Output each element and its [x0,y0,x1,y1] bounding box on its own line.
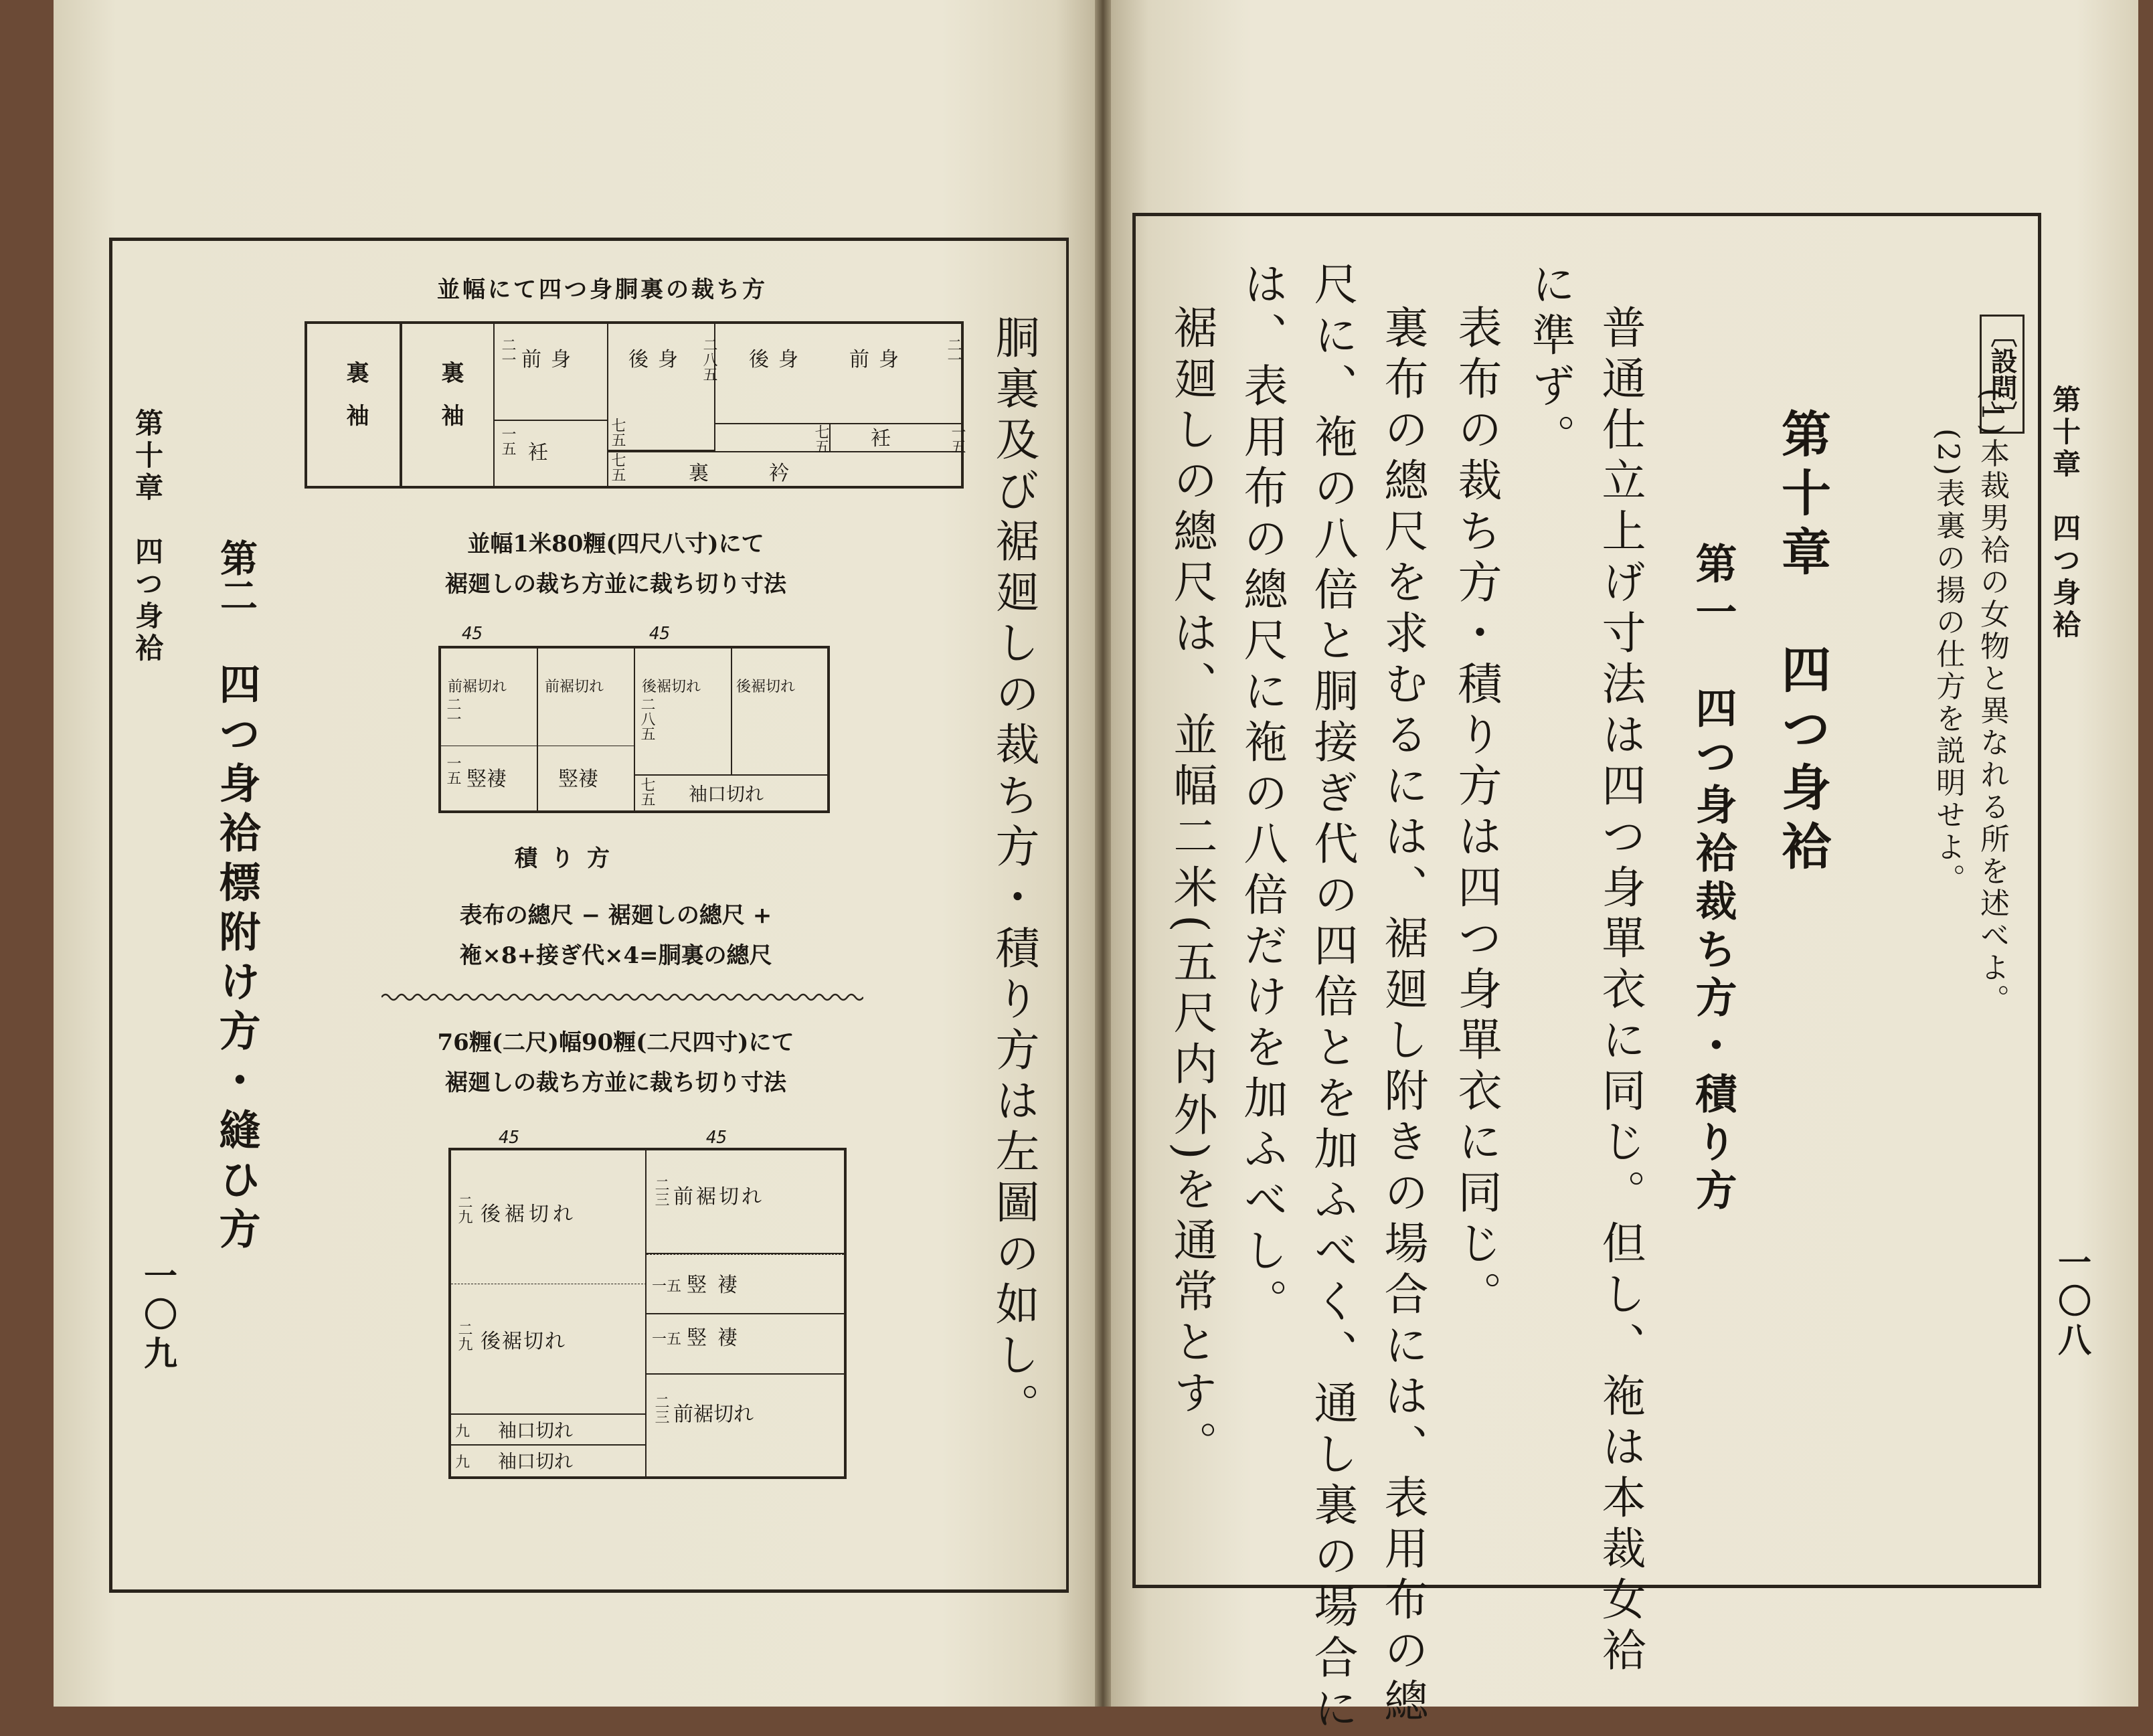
d3-cell-mae-suso-2 [647,1375,844,1476]
d3-cell-ushiro-suso-1 [451,1150,647,1284]
d2-label-tate-tsuma-1: 竪褄 [466,768,507,791]
d1-cell-okumi-1 [495,421,608,486]
d1-cell-ura-sode-2 [401,324,495,486]
d3-label-mae-suso-2: 前裾切れ [673,1403,754,1426]
d1-label-ushiro-mi-2: 後身 [749,348,808,371]
summary-title: 積り方 [515,845,623,872]
d1-label-ushiro-mi-1: 後身 [628,348,687,371]
diagram3 [448,1148,847,1479]
d1-cell-ura-eri [608,451,963,486]
d3-cell-tate-tsuma-2 [647,1314,844,1375]
d1-label-n15b: 一五 [949,424,966,454]
d3-dim-right: 45 [706,1128,727,1148]
body-line-6: は、表用布の總尺に袘の八倍だけを加ふべし。 [1236,261,1288,1329]
d1-label-ura-eri: 裏 衿 [689,462,796,485]
d1-cell-ushiro-mae [715,324,963,424]
d3-label-mae-suso-1: 前裾切れ [673,1185,764,1209]
d2-label-mae-suso-1: 前裾切れ [448,679,507,695]
summary-line-2: 袘×8+接ぎ代×4=胴裏の總尺 [459,942,772,969]
d2-label-n21: 二一 [444,697,461,726]
d1-label-ura-sode-2: 裏袖 [437,361,464,446]
d3-label-ushiro-suso-1: 後裾切れ [481,1203,577,1226]
right-running-head: 第十章 四つ身袷 [2049,385,2081,642]
section-label: 第二 [214,539,258,614]
d3-label-sodeguchi-1: 袖口切れ [498,1419,574,1442]
d3-cell-mae-suso-1 [647,1150,844,1254]
right-page-number: 一〇八 [2053,1245,2092,1361]
d3-cell-tate-tsuma-1 [647,1254,844,1314]
d2-label-n285: 二八五 [638,697,655,741]
d3-label-tate-tsuma-2: 竪褄 [687,1326,748,1350]
diagram2-caption-1: 並幅1米80糎(四尺八寸)にて [467,531,764,557]
d1-label-n21a: 二一 [499,337,516,367]
question-label: 〔設問〕 [1980,315,2025,434]
body-line-7: 裾廻しの總尺は、並幅二米(五尺内外)を通常とす。 [1166,305,1217,1472]
d2-dim-right: 45 [649,624,671,644]
body-line-1: 普通仕立上げ寸法は四つ身單衣に同じ。但し、袘は本裁女袷 [1594,305,1646,1678]
d3-dim-left: 45 [499,1128,520,1148]
diagram3-caption-1: 76糎(二尺)幅90糎(二尺四寸)にて [437,1029,794,1056]
d3-label-n9b: 九 [455,1454,470,1471]
body-line-3: 表布の裁ち方・積り方は四つ身單衣に同じ。 [1450,305,1502,1322]
body-line-2: に準ず。 [1524,261,1575,464]
d2-label-n75: 七五 [638,777,655,806]
d2-dim-left: 45 [462,624,483,644]
question-2: (2)表裏の揚の仕方を説明せよ。 [1931,428,1965,896]
d1-label-mae-mi-2: 前身 [849,348,908,371]
d3-label-sodeguchi-2: 袖口切れ [498,1450,574,1472]
d1-label-n75a: 七五 [609,418,626,447]
d1-label-n21b: 二一 [945,337,962,367]
d3-label-tate-tsuma-1: 竪褄 [687,1274,748,1297]
d2-cell-mae-suso-1 [441,648,538,810]
d3-label-n23a: 二三 [653,1177,669,1207]
section-title: 四つ身袷標附け方・縫ひ方 [212,663,261,1257]
diagram2-caption-2: 裾廻しの裁ち方並に裁ち切り寸法 [445,571,786,598]
d1-label-n285: 二八五 [701,337,717,381]
d2-label-ushiro-suso-1: 後裾切れ [642,679,701,695]
diagram3-caption-2: 裾廻しの裁ち方並に裁ち切り寸法 [445,1069,786,1096]
d1-label-ura-sode-1: 裏袖 [342,361,369,446]
d2-cell-mae-suso-2 [538,648,635,810]
d2-label-ushiro-suso-2: 後裾切れ [736,679,796,695]
right-section-title: 第一 四つ身袷裁ち方・積り方 [1689,542,1737,1217]
d1-cell-ushiro-mi-1 [608,324,715,451]
d1-cell-okumi-2 [829,424,966,454]
diagram2 [438,646,830,813]
wavy-divider [381,990,863,1004]
body-line-4: 裏布の總尺を求むるには、裾廻し附きの場合には、表用布の總 [1377,305,1428,1729]
d3-label-n29a: 二九 [456,1195,472,1224]
d1-label-n15a: 一五 [499,426,516,456]
d2-cell-ushiro-suso-2 [732,648,827,776]
d3-label-n29b: 二九 [456,1322,472,1351]
d1-label-okumi-2: 衽 [871,427,891,450]
summary-line-1: 表布の總尺 − 裾廻しの總尺 + [459,902,772,929]
question-1: (1)本裁男袷の女物と異なれる所を述べよ。 [1975,388,2009,1017]
d2-label-mae-suso-2: 前裾切れ [545,679,604,695]
d2-label-tate-tsuma-2: 竪褄 [558,768,598,791]
body-line-5: 尺に、袘の八倍と胴接ぎ代の四倍とを加ふべく、通し裏の場合に [1306,261,1358,1736]
d1-label-n75b: 七五 [609,452,626,482]
d3-label-ushiro-suso-2: 後裾切れ [481,1330,566,1353]
d1-label-n75c: 七五 [812,424,829,454]
d3-label-n9a: 九 [455,1423,470,1440]
diagram1 [305,321,964,489]
left-body-text: 胴裏及び裾廻しの裁ち方・積り方は左圖の如し。 [988,315,1039,1434]
d2-cell-sodeguchi [635,776,827,810]
d3-label-n23b: 二三 [653,1395,669,1424]
left-page-number: 一〇九 [139,1258,178,1375]
d1-cell-mae-mi-1 [495,324,608,421]
book-gutter [1095,0,1111,1707]
d3-label-n15a: 一五 [652,1278,682,1295]
d1-cell-ura-sode-1 [307,324,401,486]
left-running-head: 第十章 四つ身袷 [131,408,164,665]
d3-label-n15b: 一五 [652,1331,682,1348]
d3-cell-sodeguchi-1 [451,1415,647,1446]
d2-cell-ushiro-suso-1 [635,648,732,776]
diagram1-title: 並幅にて四つ身胴裏の裁ち方 [437,276,768,303]
d1-label-okumi-1: 衽 [528,441,548,464]
chapter-title: 第十章 四つ身袷 [1774,408,1831,879]
d2-label-sodeguchi: 袖口切れ [689,783,764,805]
d1-label-mae-mi-1: 前身 [521,348,580,371]
d3-cell-ushiro-suso-2 [451,1284,647,1415]
d3-cell-sodeguchi-2 [451,1446,647,1476]
d2-label-n15: 一五 [444,756,461,785]
